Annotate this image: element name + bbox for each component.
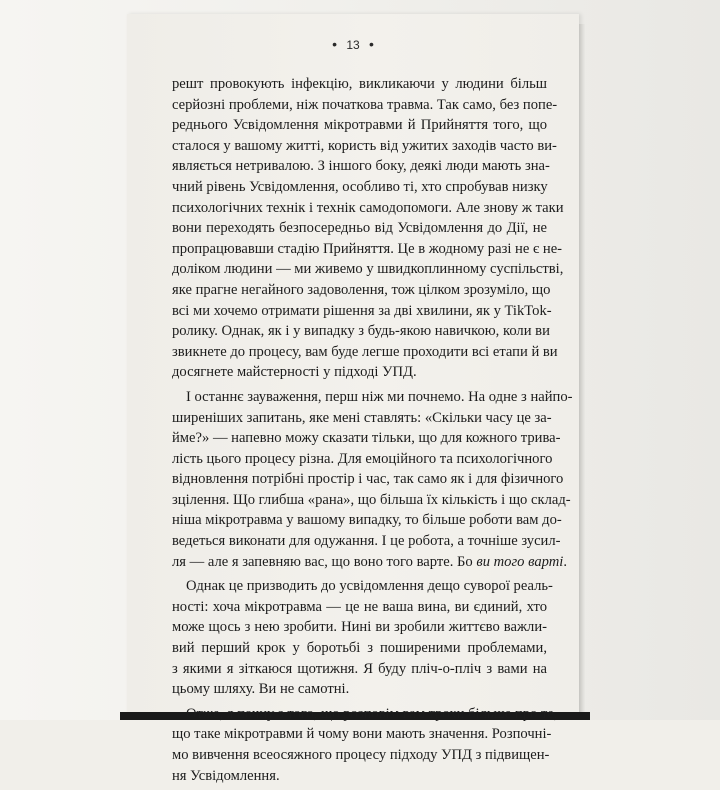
text-run: ля — але я запевняю вас, що воно того варте. Бо xyxy=(172,553,477,570)
text-line: мо вивчення всеосяжного процесу підходу УПД з підвищен- xyxy=(172,747,550,763)
paragraph-4 xyxy=(172,704,558,786)
page-header xyxy=(127,36,579,54)
paragraph-1 xyxy=(172,74,564,383)
text-line: ролику. Однак, як і у випадку з будь-якою навичкою, коли ви xyxy=(172,323,550,340)
paragraph-3 xyxy=(172,576,553,700)
text-line: являється нетривалою. З іншого боку, деякі люди мають зна- xyxy=(172,158,550,175)
text-line: що таке мікротравми й чому вони мають значення. Розпочні- xyxy=(172,726,552,743)
text-line: лість цього процесу різна. Для емоційного та психологічного xyxy=(172,450,553,467)
text-line: серйозні проблеми, ніж початкова травма. Так само, без попе- xyxy=(172,96,558,113)
text-line: чний рівень Усвідомлення, особливо ті, хто спробував низку xyxy=(172,178,548,195)
bullet-right: • xyxy=(369,36,374,52)
text-line: цьому шляху. Ви не самотні. xyxy=(172,681,350,698)
text-line-with-emphasis xyxy=(172,552,568,573)
text-line: ведеться виконати для одужання. І це робота, а точніше зусил- xyxy=(172,533,561,550)
text-line: зцілення. Що глибша «рана», що більша їх кількість і що склад- xyxy=(172,491,571,508)
text-line: досягнете майстерності у підході УПД. xyxy=(172,364,417,381)
text-line: І останнє зауваження, перш ніж ми почнемо. На одне з найпо- xyxy=(186,388,573,405)
text-line: ності: хоча мікротравма — це не ваша вина, ви єдиний, хто xyxy=(172,598,547,615)
emphasis-text: ви того варті xyxy=(476,553,564,570)
page-body xyxy=(172,74,573,790)
text-line: яке прагне негайного задоволення, тож цілком зрозуміло, що xyxy=(172,281,551,298)
page-number: 13 xyxy=(346,38,360,52)
text-line: ширеніших запитань, яке мені ставлять: «Скільки часу це за- xyxy=(172,409,552,426)
paragraph-2 xyxy=(172,387,573,572)
text-run: . xyxy=(563,553,568,570)
text-line: йме?» — напевно можу сказати тільки, що для кожного трива- xyxy=(172,430,561,447)
text-line: вий перший крок у боротьбі з поширеними проблемами, xyxy=(172,640,547,657)
bullet-left: • xyxy=(332,36,337,52)
text-line: відновлення потрібні простір і час, так само як і для фізичного xyxy=(172,471,564,488)
text-line: сталося у вашому житті, користь від ужитих заходів часто ви- xyxy=(172,137,557,154)
text-line: може щось з нею зробити. Нині ви зробили життєво важли- xyxy=(172,619,547,636)
text-line: вони переходять безпосередньо від Усвідомлення до Дії, не xyxy=(172,220,547,237)
text-line: всі ми хочемо отримати рішення за дві хвилини, як у TikTok- xyxy=(172,302,552,319)
text-line: ніша мікротравма у вашому випадку, то більше роботи вам до- xyxy=(172,512,562,529)
text-line: решт провокують інфекцію, викликаючи у людини більш xyxy=(172,76,547,92)
text-line: Отже, я почну з того, що розповім вам трохи більше про те, xyxy=(186,705,558,722)
text-line: доліком людини — ми живемо у швидкоплинному суспільстві, xyxy=(172,261,564,278)
text-line: з якими я зіткаюся щотижня. Я буду пліч-о-пліч з вами на xyxy=(172,660,547,677)
text-line: пропрацювавши стадію Прийняття. Це в жодному разі не є не- xyxy=(172,240,563,257)
text-line: психологічних технік і технік самодопомоги. Але знову ж таки xyxy=(172,199,564,216)
text-line: реднього Усвідомлення мікротравми й Прийняття того, що xyxy=(172,117,547,134)
text-line: Однак це призводить до усвідомлення дещо суворої реаль- xyxy=(186,578,553,595)
text-line: звикнете до процесу, вам буде легше проходити всі етапи й ви xyxy=(172,343,558,360)
text-line: ня Усвідомлення. xyxy=(172,767,280,784)
page-edge xyxy=(579,24,585,714)
